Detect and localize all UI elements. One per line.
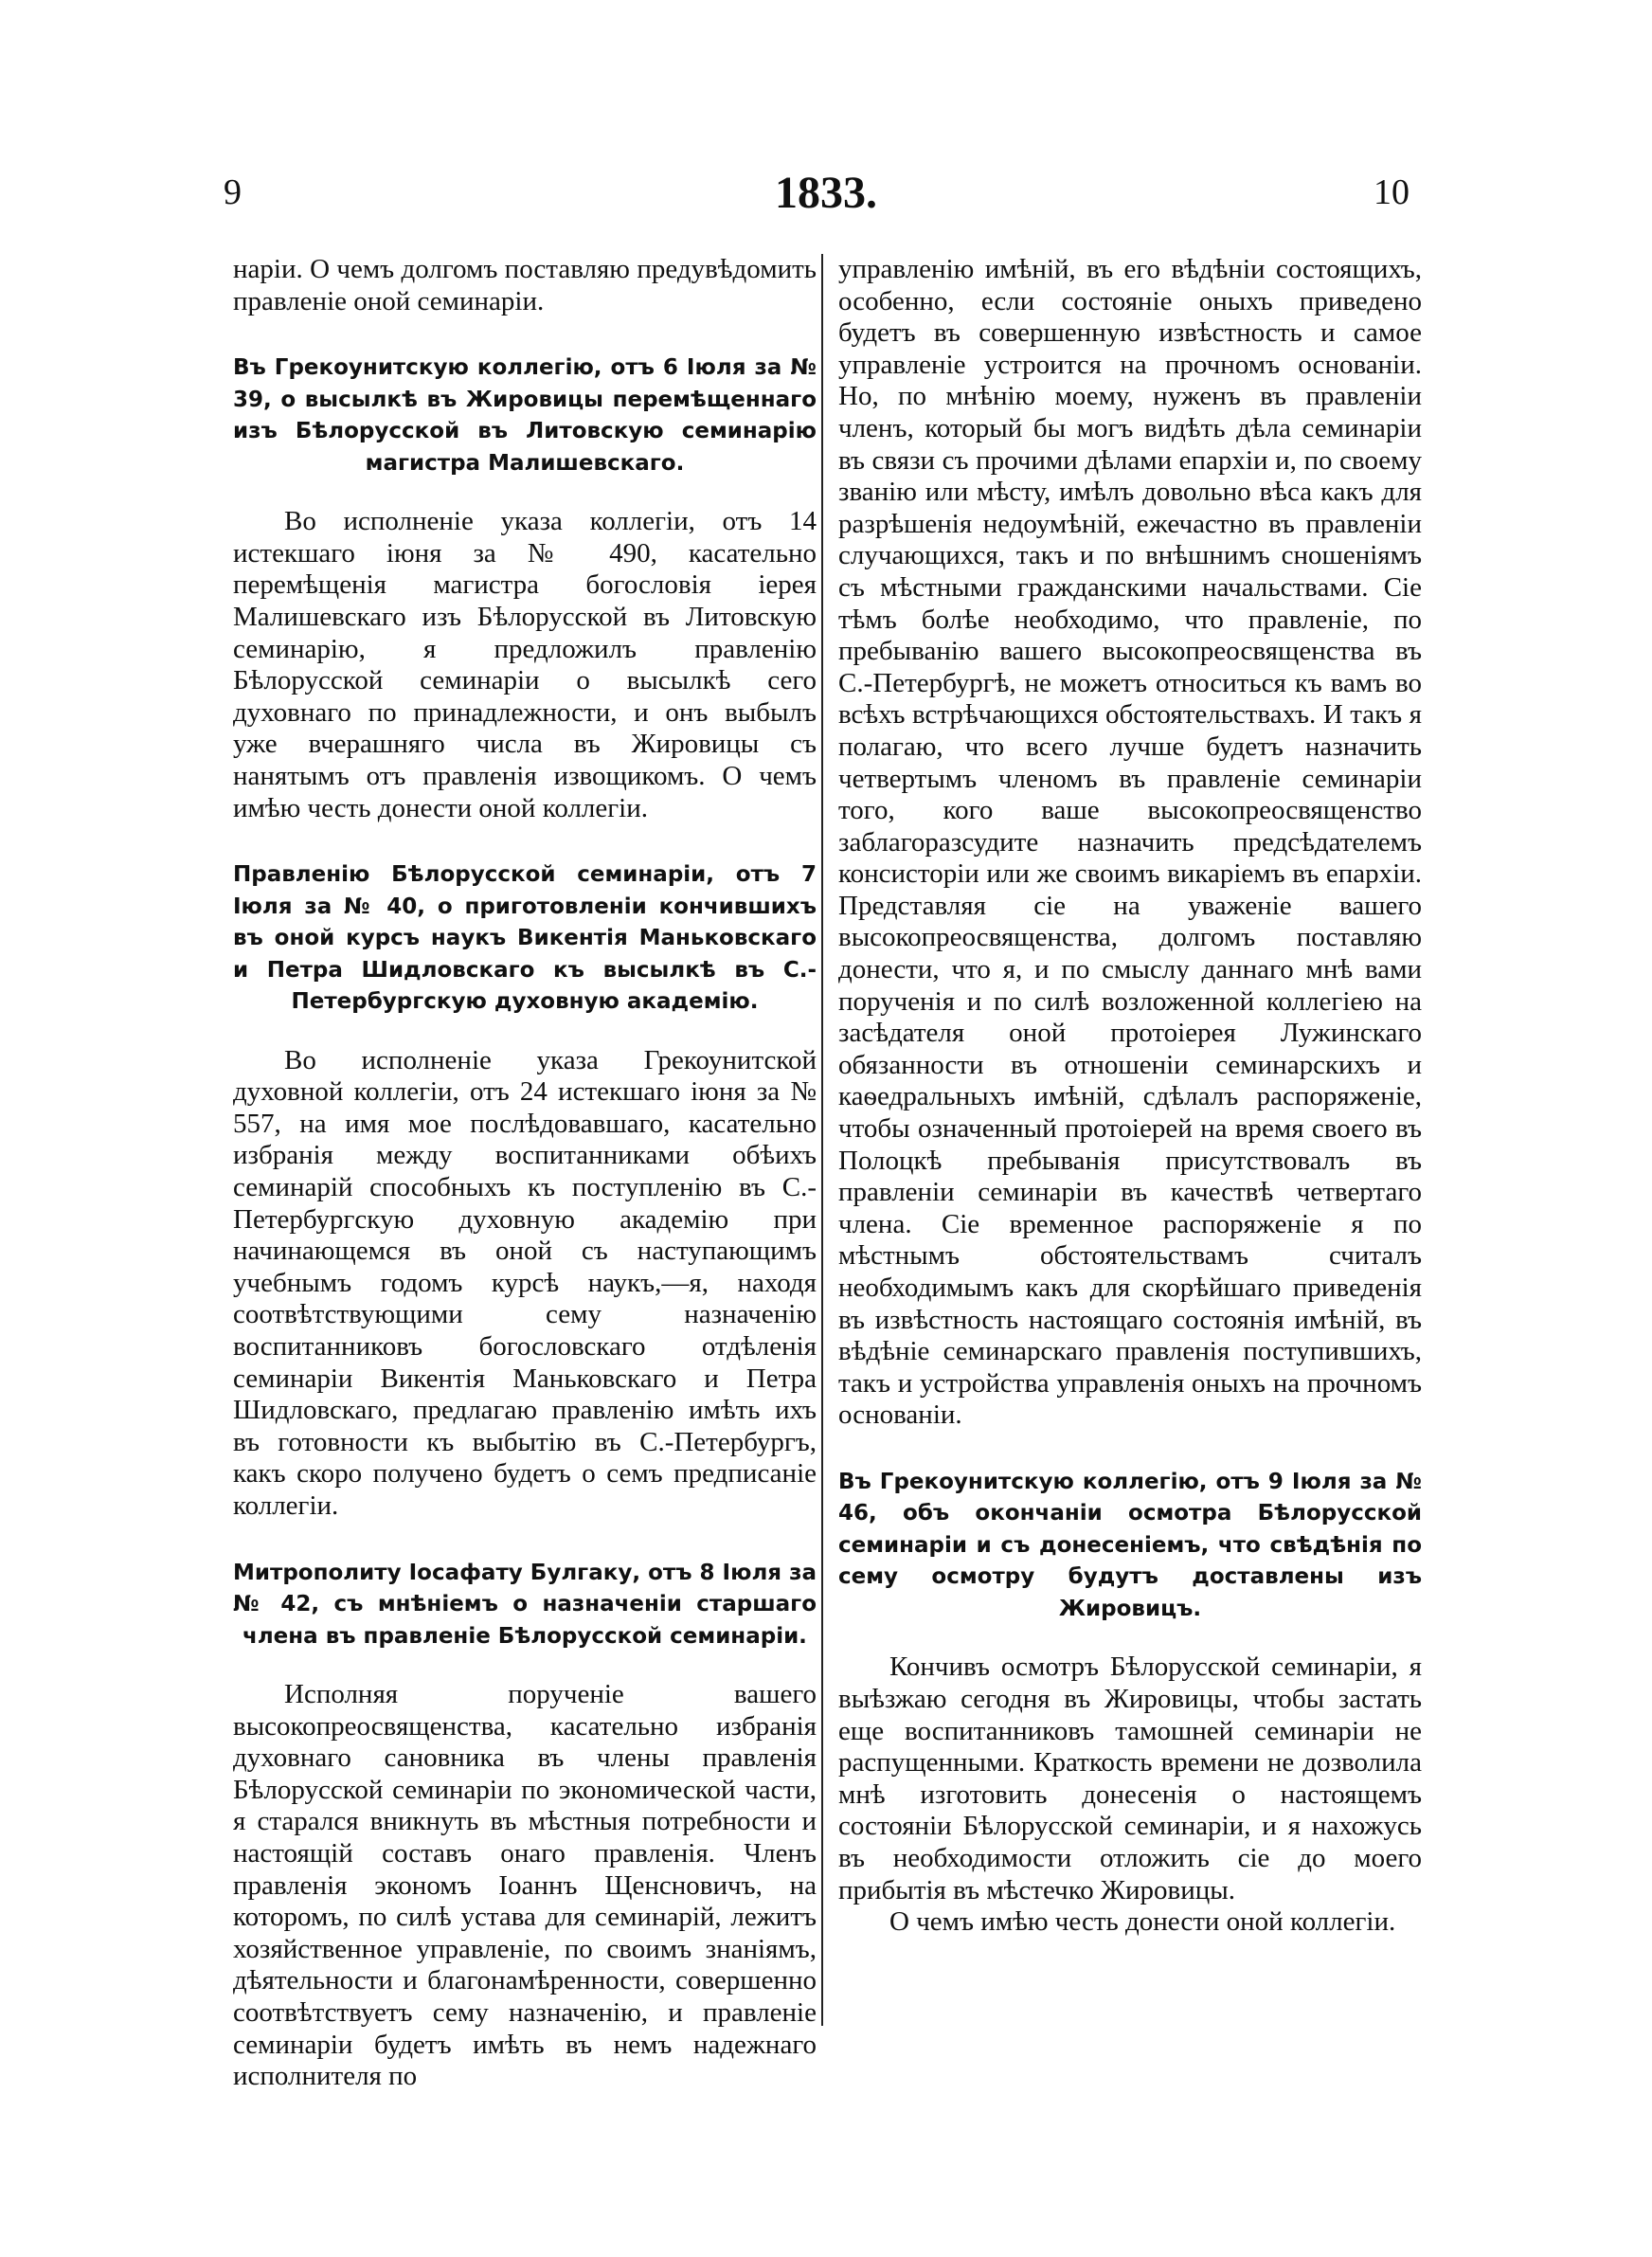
section-heading: Митрополиту Іосафату Булгаку, отъ 8 Іюля за № 42, съ мнѣніемъ о назначеніи старшаго члена въ правленіе Бѣлорусской семинаріи.	[233, 1560, 817, 1649]
page-year-heading: 1833.	[775, 168, 877, 218]
paragraph: наріи. О чемъ долгомъ поставляю предувѣдомить правленіе оной семинаріи.	[233, 254, 817, 316]
section-heading: Правленію Бѣлорусской семинаріи, отъ 7 Іюля за № 40, о приготовленіи кончившихъ въ оной курсъ наукъ Викентія Маньковскаго и Петра Шидловскаго къ высылкѣ въ С.-Петербургскую духовную академію.	[233, 862, 817, 1015]
paragraph: Во исполненіе указа коллегіи, отъ 14 истекшаго іюня за № 490, касательно перемѣщенія магистра богословія іерея Малишевскаго изъ Бѣлорусской въ Литовскую семинарію, я предложилъ правленію Бѣлорусской семинаріи о высылкѣ сего духовнаго по принадлежности, и онъ выбылъ уже вчерашняго числа въ Жировицы съ нанятымъ отъ правленія извощикомъ. О чемъ имѣю честь донести оной коллегіи.	[233, 506, 817, 823]
paragraph: О чемъ имѣю честь донести оной коллегіи.	[889, 1906, 1396, 1938]
paragraph: Исполняя порученіе вашего высокопреосвященства, касательно избранія духовнаго сановника въ члены правленія Бѣлорусской семинаріи по экономической части, я старался вникнуть въ мѣстныя потребности и настоящій составъ онаго правленія. Членъ правленія экономъ Іоаннъ Щенсновичъ, на которомъ, по силѣ устава для семинарій, лежитъ хозяйственное управленіе, по своимъ знаніямъ, дѣятельности и благонамѣренности, совершенно соотвѣтствуетъ сему назначенію, и правленіе семинаріи будетъ имѣть въ немъ надежнаго исполнителя по	[233, 1679, 817, 2092]
right-column	[838, 254, 1422, 1939]
page-number-left: 9	[224, 172, 242, 212]
paragraph: управленію имѣній, въ его вѣдѣніи состоящихъ, особенно, если состояніе оныхъ приведено будетъ въ совершенную извѣстность и самое управленіе устроится на прочномъ основаніи. Но, по мнѣнію моему, нуженъ въ правленіи членъ, который бы могъ видѣть дѣла семинаріи въ связи съ прочими дѣлами епархіи и, по своему званію или мѣсту, имѣлъ довольно вѣса какъ для разрѣшенія недоумѣній, ежечастно въ правленіи случающихся, такъ и по внѣшнимъ сношеніямъ съ мѣстными гражданскими начальствами. Сіе тѣмъ болѣе необходимо, что правленіе, по пребыванію вашего высокопреосвященства въ С.-Петербургѣ, не можетъ относиться къ вамъ во всѣхъ встрѣчающихся обстоятельствахъ. И такъ я полагаю, что всего лучше будетъ назначить четвертымъ членомъ въ правленіе семинаріи того, кого ваше высокопреосвященство заблагоразсудите назначить предсѣдателемъ консисторіи или же своимъ викаріемъ въ епархіи. Представляя сіе на уваженіе вашего высокопреосвященства, долгомъ поставляю донести, что я, и по смыслу даннаго мнѣ вами порученія и по силѣ возложенной коллегіею на засѣдателя оной протоіерея Лужинскаго обязанности въ отношеніи семинарскихъ и каѳедральныхъ имѣній, сдѣлалъ распоряженіе, чтобы означенный протоіерей на время своего въ Полоцкѣ пребыванія присутствовалъ въ правленіи семинаріи въ качествѣ четвертаго члена. Сіе временное распоряженіе я по мѣстнымъ обстоятельствамъ считалъ необходимымъ какъ для скорѣйшаго приведенія въ извѣстность настоящаго состоянія имѣній, въ вѣдѣніе семинарскаго правленія поступившихъ, такъ и устройства управленія оныхъ на прочномъ основаніи.	[838, 254, 1422, 1431]
column-divider	[821, 254, 823, 2026]
paragraph: Кончивъ осмотръ Бѣлорусской семинаріи, я выѣзжаю сегодня въ Жировицы, чтобы застать еще воспитанниковъ тамошней семинаріи не распущенными. Краткость времени не дозволила мнѣ изготовить донесенія о настоящемъ состояніи Бѣлорусской семинаріи, и я нахожусь въ необходимости отложить сіе до моего прибытія въ мѣстечко Жировицы.	[838, 1652, 1422, 1905]
section-heading: Въ Грекоунитскую коллегію, отъ 6 Іюля за № 39, о высылкѣ въ Жировицы перемѣщеннаго изъ Бѣлорусской въ Литовскую семинарію магистра Малишевскаго.	[233, 355, 817, 476]
section-heading: Въ Грекоунитскую коллегію, отъ 9 Іюля за № 46, объ окончаніи осмотра Бѣлорусской семинаріи и съ донесеніемъ, что свѣдѣнія по сему осмотру будутъ доставлены изъ Жировицъ.	[838, 1469, 1422, 1621]
paragraph: Во исполненіе указа Грекоунитской духовной коллегіи, отъ 24 истекшаго іюня за № 557, на имя мое послѣдовавшаго, касательно избранія между воспитанниками обѣихъ семинарій способныхъ къ поступленію въ С.-Петербургскую духовную академію при начинающемся въ оной съ наступающимъ учебнымъ годомъ курсѣ наукъ,—я, находя соотвѣтствующими сему назначенію воспитанниковъ богословскаго отдѣленія семинаріи Викентія Маньковскаго и Петра Шидловскаго, предлагаю правленію имѣть ихъ въ готовности къ выбытію въ С.-Петербургъ, какъ скоро получено будетъ о семъ предписаніе коллегіи.	[233, 1044, 817, 1521]
left-column	[233, 254, 817, 2093]
page-number-right: 10	[1374, 172, 1410, 212]
